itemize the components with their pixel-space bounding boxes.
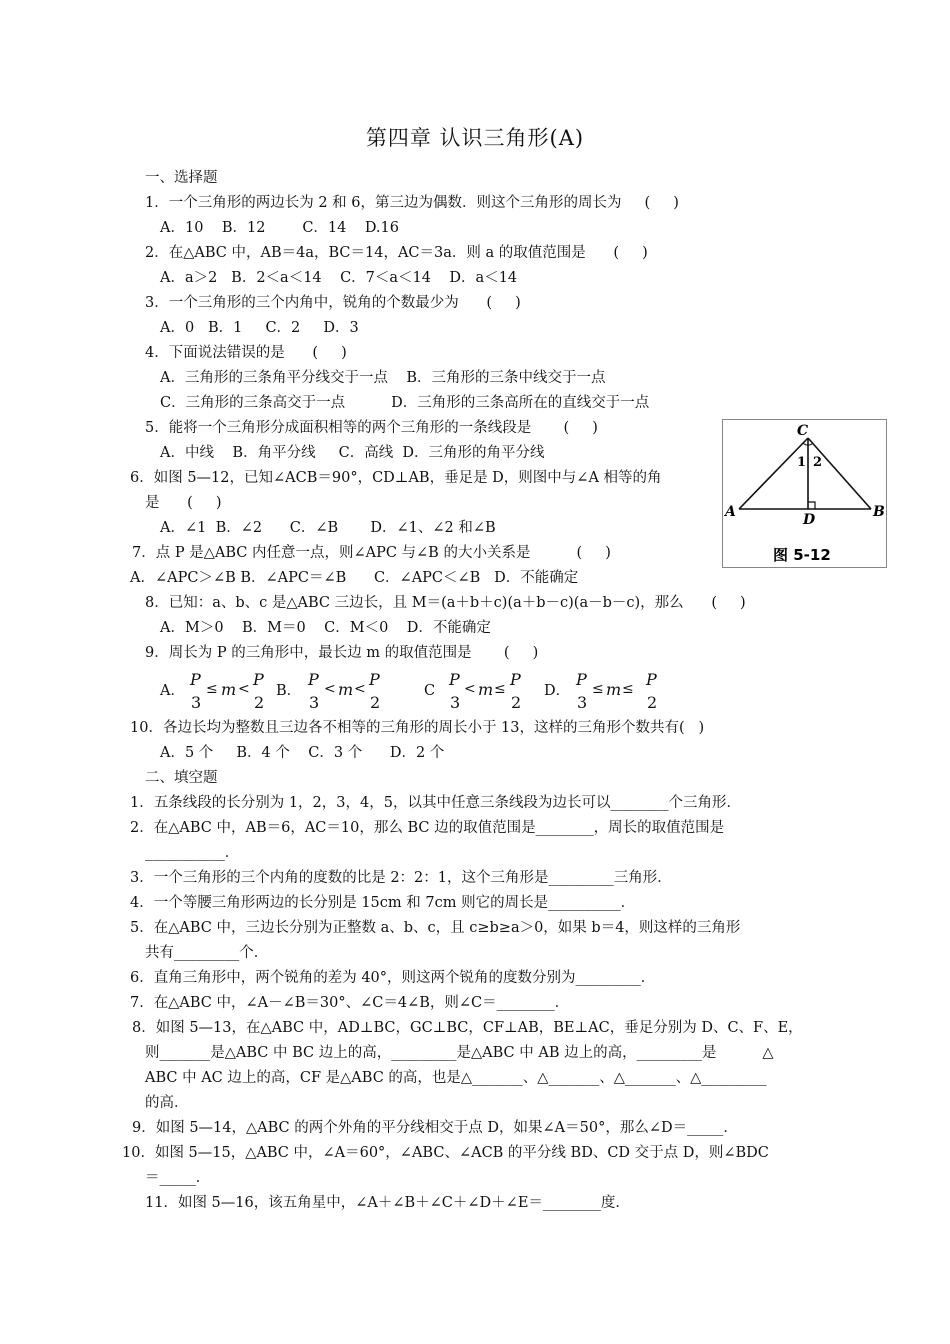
q9-c-den2: 2 bbox=[511, 693, 522, 712]
q9-a-rel1: ≤ bbox=[206, 681, 218, 697]
text-line: 9．周长为 P 的三角形中，最长边 m 的取值范围是 ( ) bbox=[145, 645, 539, 661]
q9-d-rel1: ≤ bbox=[592, 681, 604, 697]
q9-d-num2: P bbox=[646, 670, 657, 689]
q9-option-a-label: A． bbox=[160, 683, 185, 699]
text-line: 5．能将一个三角形分成面积相等的两个三角形的一条线段是 ( ) bbox=[145, 420, 598, 436]
text-line: 7．在△ABC 中，∠A－∠B＝30°、∠C＝4∠B，则∠C＝________． bbox=[130, 995, 570, 1011]
text-line: 共有_________个． bbox=[145, 945, 269, 961]
text-line: 一、选择题 bbox=[145, 170, 218, 186]
q9-a-rel2: < bbox=[238, 681, 250, 697]
text-line: 5．在△ABC 中，三边长分别为正整数 a、b、c，且 c≥b≥a＞0，如果 b＝4，则这样的三角形 bbox=[130, 920, 741, 936]
q9-a-m: m bbox=[221, 680, 237, 699]
q9-b-m: m bbox=[338, 680, 354, 699]
text-line: 二、填空题 bbox=[145, 770, 218, 786]
text-line: 11．如图 5—16，该五角星中，∠A＋∠B＋∠C＋∠D＋∠E＝________度． bbox=[145, 1195, 630, 1211]
label-c: C bbox=[797, 423, 809, 439]
q9-a-num1: P bbox=[190, 670, 201, 689]
right-angle-mark bbox=[808, 502, 815, 509]
text-line: 4．一个等腰三角形两边的长分别是 15cm 和 7cm 则它的周长是__________． bbox=[130, 895, 636, 911]
text-line: 8．如图 5—13，在△ABC 中，AD⊥BC，GC⊥BC，CF⊥AB，BE⊥AC，垂足分别为 D、C、F、E， bbox=[132, 1020, 803, 1036]
label-angle-1: 1 bbox=[797, 455, 807, 470]
q9-c-m: m bbox=[478, 680, 494, 699]
q9-d-den1: 3 bbox=[577, 693, 588, 712]
q9-a-den2: 2 bbox=[254, 693, 265, 712]
q9-c-rel1: < bbox=[464, 681, 476, 697]
q9-option-d-label: D． bbox=[544, 683, 571, 699]
text-line: A．M＞0 B．M＝0 C．M＜0 D．不能确定 bbox=[160, 620, 491, 636]
text-line: A．∠1 B．∠2 C．∠B D．∠1、∠2 和∠B bbox=[160, 520, 496, 536]
text-line: 则_______是△ABC 中 BC 边上的高，_________是△ABC 中 AB 边上的高，_________是 △ bbox=[145, 1045, 774, 1061]
text-line: 7．点 P 是△ABC 内任意一点，则∠APC 与∠B 的大小关系是 ( ) bbox=[132, 545, 611, 561]
q9-b-num1: P bbox=[308, 670, 319, 689]
figure-caption: 图 5-12 bbox=[773, 546, 831, 564]
text-line: 1．一个三角形的两边长为 2 和 6，第三边为偶数．则这个三角形的周长为 ( ) bbox=[145, 195, 679, 211]
q9-c-den1: 3 bbox=[450, 693, 461, 712]
q9-c-num2: P bbox=[510, 670, 521, 689]
text-line: ABC 中 AC 边上的高，CF 是△ABC 的高，也是△_______、△_______、△_______、△_________ bbox=[145, 1070, 767, 1086]
text-line: 9．如图 5—14，△ABC 的两个外角的平分线相交于点 D，如果∠A＝50°，那么∠D＝_____． bbox=[132, 1120, 738, 1136]
text-line: 10．各边长均为整数且三边各不相等的三角形的周长小于 13，这样的三角形个数共有( ) bbox=[130, 720, 705, 736]
text-line: C．三角形的三条高交于一点 D．三角形的三条高所在的直线交于一点 bbox=[160, 395, 650, 411]
q9-a-den1: 3 bbox=[191, 693, 202, 712]
text-line: 的高． bbox=[145, 1095, 189, 1111]
text-line: A．a＞2 B．2＜a＜14 C．7＜a＜14 D．a＜14 bbox=[160, 270, 518, 286]
text-line: 6．直角三角形中，两个锐角的差为 40°，则这两个锐角的度数分别为_________． bbox=[130, 970, 656, 986]
text-line: 2．在△ABC 中，AB＝4a，BC＝14，AC＝3a．则 a 的取值范围是 ( ) bbox=[145, 245, 648, 261]
text-line: A．三角形的三条角平分线交于一点 B．三角形的三条中线交于一点 bbox=[160, 370, 606, 386]
q9-d-num1: P bbox=[576, 670, 587, 689]
q9-option-c-label: C bbox=[424, 683, 436, 699]
side-cb bbox=[808, 438, 871, 509]
q9-option-b-label: B． bbox=[276, 683, 302, 699]
q9-a-num2: P bbox=[253, 670, 264, 689]
q9-b-den1: 3 bbox=[309, 693, 320, 712]
q9-c-num1: P bbox=[449, 670, 460, 689]
text-line: ＝_____． bbox=[145, 1170, 211, 1186]
figure-5-12 bbox=[722, 419, 887, 568]
text-line: 8．已知：a、b、c 是△ABC 三边长，且 M＝(a＋b＋c)(a＋b－c)(a－b－c)，那么 ( ) bbox=[145, 595, 746, 611]
text-line: 1．五条线段的长分别为 1，2，3，4，5，以其中任意三条线段为边长可以________个三角形． bbox=[130, 795, 741, 811]
label-a: A bbox=[725, 504, 736, 520]
triangle-diagram bbox=[723, 420, 886, 567]
q9-b-rel1: < bbox=[324, 681, 336, 697]
text-line: 4．下面说法错误的是 ( ) bbox=[145, 345, 347, 361]
q9-b-rel2: < bbox=[354, 681, 366, 697]
text-line: A．10 B．12 C．14 D.16 bbox=[160, 220, 399, 236]
text-line: A．∠APC＞∠B B．∠APC＝∠B C．∠APC＜∠B D．不能确定 bbox=[130, 570, 579, 586]
text-line: 3．一个三角形的三个内角中，锐角的个数最少为 ( ) bbox=[145, 295, 521, 311]
label-d: D bbox=[803, 512, 816, 528]
text-line: A．0 B．1 C．2 D．3 bbox=[160, 320, 359, 336]
label-b: B bbox=[873, 504, 885, 520]
text-line: 6．如图 5—12，已知∠ACB＝90°，CD⊥AB，垂足是 D，则图中与∠A 相等的角 bbox=[130, 470, 662, 486]
label-angle-2: 2 bbox=[813, 455, 823, 470]
text-line: A．5 个 B．4 个 C．3 个 D．2 个 bbox=[160, 745, 445, 761]
q9-d-den2: 2 bbox=[647, 693, 658, 712]
q9-d-rel2: ≤ bbox=[622, 681, 634, 697]
q9-b-den2: 2 bbox=[370, 693, 381, 712]
page-title: 第四章 认识三角形(A) bbox=[365, 126, 585, 150]
text-line: 3．一个三角形的三个内角的度数的比是 2：2：1，这个三角形是_________三角形． bbox=[130, 870, 672, 886]
q9-c-rel2: ≤ bbox=[494, 681, 506, 697]
text-line: A．中线 B．角平分线 C．高线 D．三角形的角平分线 bbox=[160, 445, 545, 461]
text-line: 2．在△ABC 中，AB＝6，AC＝10，那么 BC 边的取值范围是________，周长的取值范围是 bbox=[130, 820, 725, 836]
text-line: 10．如图 5—15，△ABC 中，∠A＝60°，∠ABC、∠ACB 的平分线 BD、CD 交于点 D，则∠BDC bbox=[122, 1145, 769, 1161]
text-line: 是 ( ) bbox=[145, 495, 222, 511]
q9-d-m: m bbox=[606, 680, 622, 699]
side-ac bbox=[739, 438, 808, 509]
text-line: ___________． bbox=[145, 845, 240, 861]
q9-b-num2: P bbox=[369, 670, 380, 689]
